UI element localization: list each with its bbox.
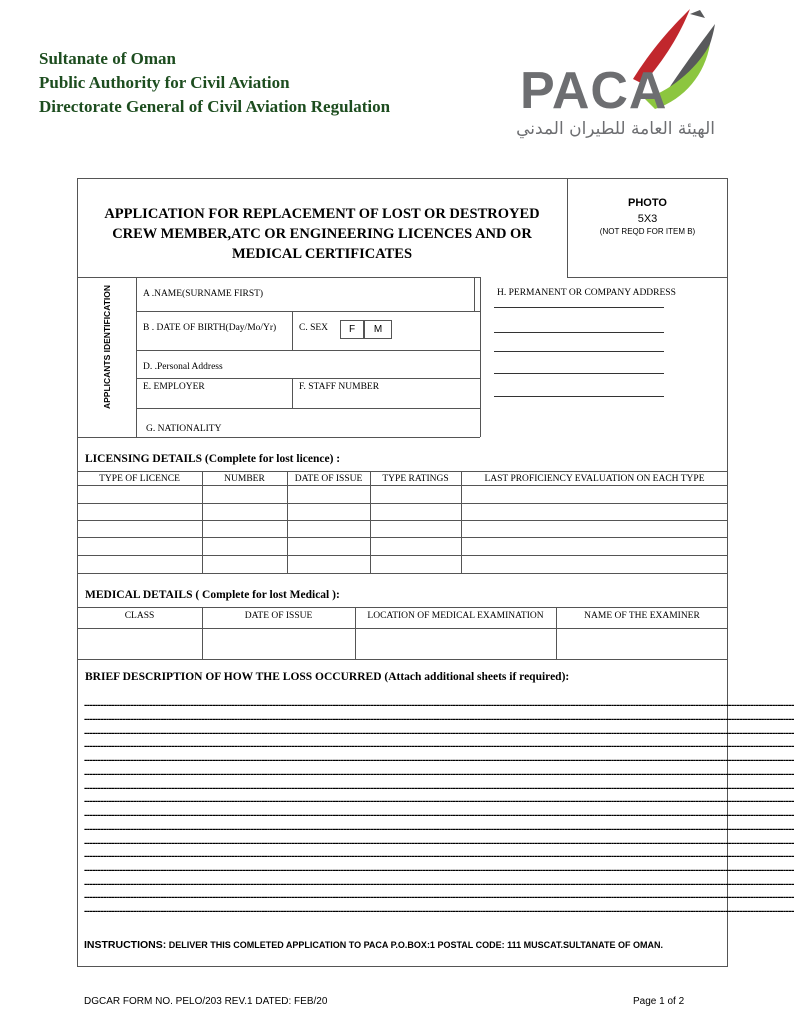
col-date-of-issue: DATE OF ISSUE [294, 474, 363, 484]
medical-heading: MEDICAL DETAILS ( Complete for lost Medical ): [85, 589, 340, 601]
description-line[interactable]: -------------------------------------------------------------------------------------------------------------------------------------------------------------------------------------------------------------------------------------------------------------------- [84, 851, 794, 862]
staff-number-label: F. STAFF NUMBER [299, 382, 380, 392]
address-label: D. .Personal Address [143, 362, 223, 372]
photo-label: PHOTO [628, 197, 667, 209]
col-location: LOCATION OF MEDICAL EXAMINATION [367, 611, 544, 621]
description-line[interactable]: -------------------------------------------------------------------------------------------------------------------------------------------------------------------------------------------------------------------------------------------------------------------- [84, 838, 794, 849]
description-line[interactable]: -------------------------------------------------------------------------------------------------------------------------------------------------------------------------------------------------------------------------------------------------------------------- [84, 714, 794, 725]
description-line[interactable]: -------------------------------------------------------------------------------------------------------------------------------------------------------------------------------------------------------------------------------------------------------------------- [84, 700, 794, 711]
name-label: A .NAME(SURNAME FIRST) [143, 289, 264, 299]
sex-label: C. SEX [299, 323, 329, 333]
description-line[interactable]: -------------------------------------------------------------------------------------------------------------------------------------------------------------------------------------------------------------------------------------------------------------------- [84, 755, 794, 766]
photo-size: 5X3 [637, 213, 658, 225]
sex-f-box[interactable]: F [340, 320, 364, 339]
col-examiner: NAME OF THE EXAMINER [584, 611, 700, 621]
description-line[interactable]: -------------------------------------------------------------------------------------------------------------------------------------------------------------------------------------------------------------------------------------------------------------------- [84, 906, 794, 917]
loss-heading: BRIEF DESCRIPTION OF HOW THE LOSS OCCURRED (Attach additional sheets if required): [85, 671, 570, 683]
dob-label: B . DATE OF BIRTH(Day/Mo/Yr) [143, 323, 277, 333]
header-line-3: Directorate General of Civil Aviation Regulation [39, 97, 391, 116]
form-title: APPLICATION FOR REPLACEMENT OF LOST OR DESTROYED CREW MEMBER,ATC OR ENGINEERING LICENCES AND OR MEDICAL CERTIFICATES [104, 206, 540, 262]
permanent-address-label: H. PERMANENT OR COMPANY ADDRESS [497, 288, 676, 298]
employer-label: E. EMPLOYER [143, 382, 205, 392]
nationality-label: G. NATIONALITY [146, 424, 222, 434]
sex-m-box[interactable]: M [364, 320, 392, 339]
description-line[interactable]: -------------------------------------------------------------------------------------------------------------------------------------------------------------------------------------------------------------------------------------------------------------------- [84, 741, 794, 752]
footer-page: Page 1 of 2 [633, 996, 685, 1007]
col-last-proficiency: LAST PROFICIENCY EVALUATION ON EACH TYPE [484, 474, 705, 484]
col-class: CLASS [124, 611, 155, 621]
logo-arabic: الهيئة العامة للطيران المدني [516, 119, 715, 139]
description-line[interactable]: -------------------------------------------------------------------------------------------------------------------------------------------------------------------------------------------------------------------------------------------------------------------- [84, 879, 794, 890]
paca-logo [515, 4, 725, 139]
description-line[interactable]: -------------------------------------------------------------------------------------------------------------------------------------------------------------------------------------------------------------------------------------------------------------------- [84, 796, 794, 807]
description-line[interactable]: -------------------------------------------------------------------------------------------------------------------------------------------------------------------------------------------------------------------------------------------------------------------- [84, 783, 794, 794]
address-line[interactable] [494, 373, 664, 374]
col-number: NUMBER [224, 474, 265, 484]
header-line-1: Sultanate of Oman [39, 49, 176, 68]
col-type-ratings: TYPE RATINGS [382, 474, 449, 484]
instructions-text: DELIVER THIS COMLETED APPLICATION TO PACA P.O.BOX:1 POSTAL CODE: 111 MUSCAT.SULTANATE OF OMAN. [166, 940, 663, 950]
address-line[interactable] [494, 396, 664, 397]
description-line[interactable]: -------------------------------------------------------------------------------------------------------------------------------------------------------------------------------------------------------------------------------------------------------------------- [84, 892, 794, 903]
licensing-heading: LICENSING DETAILS (Complete for lost licence) : [85, 453, 341, 465]
description-line[interactable]: -------------------------------------------------------------------------------------------------------------------------------------------------------------------------------------------------------------------------------------------------------------------- [84, 865, 794, 876]
address-line[interactable] [494, 332, 664, 333]
header-line-2: Public Authority for Civil Aviation [39, 73, 290, 92]
address-line[interactable] [494, 307, 664, 308]
logo-text: PACA [520, 62, 668, 120]
address-line[interactable] [494, 351, 664, 352]
description-line[interactable]: -------------------------------------------------------------------------------------------------------------------------------------------------------------------------------------------------------------------------------------------------------------------- [84, 728, 794, 739]
description-line[interactable]: -------------------------------------------------------------------------------------------------------------------------------------------------------------------------------------------------------------------------------------------------------------------- [84, 824, 794, 835]
photo-note: (NOT REQD FOR ITEM B) [599, 227, 696, 236]
instructions-label: INSTRUCTIONS: [84, 939, 167, 951]
description-line[interactable]: -------------------------------------------------------------------------------------------------------------------------------------------------------------------------------------------------------------------------------------------------------------------- [84, 769, 794, 780]
col-medical-date-of-issue: DATE OF ISSUE [244, 611, 313, 621]
instructions [84, 939, 663, 951]
description-line[interactable]: -------------------------------------------------------------------------------------------------------------------------------------------------------------------------------------------------------------------------------------------------------------------- [84, 810, 794, 821]
footer-form-no: DGCAR FORM NO. PELO/203 REV.1 DATED: FEB/20 [84, 996, 328, 1007]
col-type-of-licence: TYPE OF LICENCE [99, 474, 180, 484]
